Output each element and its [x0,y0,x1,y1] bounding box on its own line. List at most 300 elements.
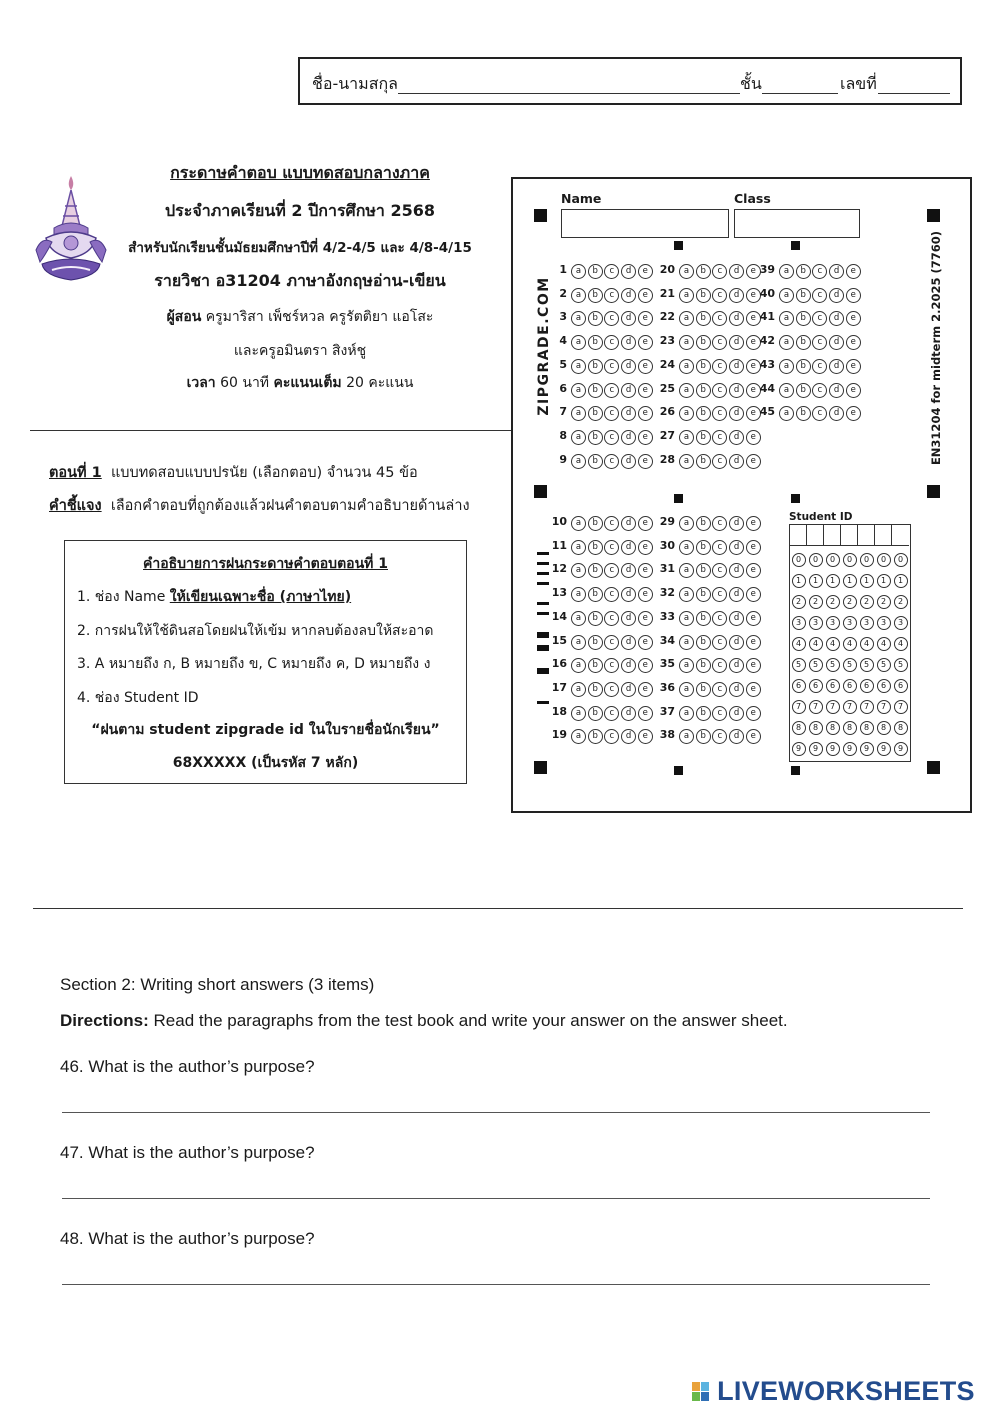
answer-bubble-14-e[interactable]: e [638,611,653,626]
answer-bubble-13-c[interactable]: c [604,587,619,602]
answer-bubble-9-a[interactable]: a [571,454,586,469]
answer-bubble-45-c[interactable]: c [812,406,827,421]
answer-bubble-5-c[interactable]: c [604,359,619,374]
student-id-bubble-1-5[interactable]: 5 [809,658,823,672]
answer-bubble-1-c[interactable]: c [604,264,619,279]
answer-bubble-39-a[interactable]: a [779,264,794,279]
answer-bubble-34-b[interactable]: b [696,635,711,650]
answer-bubble-40-b[interactable]: b [796,288,811,303]
student-id-bubble-3-7[interactable]: 7 [843,700,857,714]
student-id-bubble-2-5[interactable]: 5 [826,658,840,672]
answer-bubble-1-d[interactable]: d [621,264,636,279]
answer-bubble-17-a[interactable]: a [571,682,586,697]
student-id-bubble-4-2[interactable]: 2 [860,595,874,609]
answer-bubble-32-c[interactable]: c [712,587,727,602]
answer-bubble-4-a[interactable]: a [571,335,586,350]
answer-bubble-36-c[interactable]: c [712,682,727,697]
answer-bubble-8-e[interactable]: e [638,430,653,445]
student-id-bubble-0-7[interactable]: 7 [792,700,806,714]
answer-bubble-41-c[interactable]: c [812,311,827,326]
answer-bubble-17-d[interactable]: d [621,682,636,697]
answer-bubble-45-d[interactable]: d [829,406,844,421]
answer-bubble-41-a[interactable]: a [779,311,794,326]
answer-bubble-28-d[interactable]: d [729,454,744,469]
answer-bubble-7-a[interactable]: a [571,406,586,421]
answer-bubble-17-c[interactable]: c [604,682,619,697]
student-id-bubble-6-8[interactable]: 8 [894,721,908,735]
answer-bubble-34-d[interactable]: d [729,635,744,650]
answer-bubble-23-b[interactable]: b [696,335,711,350]
student-id-bubble-6-2[interactable]: 2 [894,595,908,609]
answer-bubble-35-e[interactable]: e [746,658,761,673]
answer-bubble-14-b[interactable]: b [588,611,603,626]
answer-bubble-9-d[interactable]: d [621,454,636,469]
answer-bubble-1-a[interactable]: a [571,264,586,279]
answer-bubble-42-c[interactable]: c [812,335,827,350]
student-id-bubble-3-5[interactable]: 5 [843,658,857,672]
student-id-bubble-2-2[interactable]: 2 [826,595,840,609]
answer-bubble-19-a[interactable]: a [571,729,586,744]
student-id-bubble-5-3[interactable]: 3 [877,616,891,630]
student-id-bubble-5-1[interactable]: 1 [877,574,891,588]
answer-bubble-45-a[interactable]: a [779,406,794,421]
answer-bubble-9-b[interactable]: b [588,454,603,469]
answer-bubble-31-b[interactable]: b [696,563,711,578]
answer-bubble-6-b[interactable]: b [588,383,603,398]
student-id-bubble-1-3[interactable]: 3 [809,616,823,630]
student-id-bubble-0-0[interactable]: 0 [792,553,806,567]
answer-bubble-26-d[interactable]: d [729,406,744,421]
answer-bubble-13-b[interactable]: b [588,587,603,602]
student-id-digit-box[interactable] [875,525,892,546]
answer-bubble-27-e[interactable]: e [746,430,761,445]
answer-bubble-23-c[interactable]: c [712,335,727,350]
answer-bubble-33-a[interactable]: a [679,611,694,626]
answer-bubble-16-d[interactable]: d [621,658,636,673]
answer-bubble-35-b[interactable]: b [696,658,711,673]
answer-bubble-20-b[interactable]: b [696,264,711,279]
student-id-bubble-1-4[interactable]: 4 [809,637,823,651]
answer-bubble-12-b[interactable]: b [588,563,603,578]
answer-bubble-43-a[interactable]: a [779,359,794,374]
answer-bubble-29-d[interactable]: d [729,516,744,531]
answer-bubble-37-e[interactable]: e [746,706,761,721]
answer-bubble-20-a[interactable]: a [679,264,694,279]
answer-bubble-21-d[interactable]: d [729,288,744,303]
answer-bubble-15-e[interactable]: e [638,635,653,650]
answer-bubble-24-e[interactable]: e [746,359,761,374]
answer-bubble-15-b[interactable]: b [588,635,603,650]
answer-bubble-26-a[interactable]: a [679,406,694,421]
answer-bubble-44-e[interactable]: e [846,383,861,398]
answer-bubble-4-d[interactable]: d [621,335,636,350]
answer-line-48[interactable] [62,1284,930,1285]
student-id-bubble-6-9[interactable]: 9 [894,742,908,756]
class-field[interactable] [762,93,838,94]
student-id-digit-box[interactable] [841,525,858,546]
answer-bubble-29-a[interactable]: a [679,516,694,531]
answer-bubble-24-b[interactable]: b [696,359,711,374]
answer-bubble-3-a[interactable]: a [571,311,586,326]
answer-bubble-38-b[interactable]: b [696,729,711,744]
student-id-bubble-3-9[interactable]: 9 [843,742,857,756]
answer-bubble-41-b[interactable]: b [796,311,811,326]
student-id-bubble-5-4[interactable]: 4 [877,637,891,651]
zip-class-field[interactable] [734,209,860,238]
answer-bubble-33-c[interactable]: c [712,611,727,626]
answer-bubble-38-d[interactable]: d [729,729,744,744]
student-id-bubble-4-0[interactable]: 0 [860,553,874,567]
answer-bubble-9-e[interactable]: e [638,454,653,469]
student-id-bubble-3-4[interactable]: 4 [843,637,857,651]
student-id-bubble-4-7[interactable]: 7 [860,700,874,714]
answer-bubble-5-b[interactable]: b [588,359,603,374]
answer-bubble-32-e[interactable]: e [746,587,761,602]
student-id-bubble-0-3[interactable]: 3 [792,616,806,630]
answer-bubble-21-b[interactable]: b [696,288,711,303]
answer-bubble-15-c[interactable]: c [604,635,619,650]
student-id-bubble-1-9[interactable]: 9 [809,742,823,756]
student-id-bubble-6-7[interactable]: 7 [894,700,908,714]
answer-bubble-27-b[interactable]: b [696,430,711,445]
student-id-bubble-0-1[interactable]: 1 [792,574,806,588]
answer-bubble-21-e[interactable]: e [746,288,761,303]
answer-bubble-11-e[interactable]: e [638,540,653,555]
student-id-bubble-4-9[interactable]: 9 [860,742,874,756]
answer-bubble-26-c[interactable]: c [712,406,727,421]
student-id-bubble-2-3[interactable]: 3 [826,616,840,630]
student-id-bubble-6-5[interactable]: 5 [894,658,908,672]
answer-bubble-34-e[interactable]: e [746,635,761,650]
answer-bubble-20-c[interactable]: c [712,264,727,279]
answer-bubble-8-a[interactable]: a [571,430,586,445]
answer-bubble-1-b[interactable]: b [588,264,603,279]
answer-bubble-43-d[interactable]: d [829,359,844,374]
answer-bubble-29-c[interactable]: c [712,516,727,531]
answer-bubble-5-e[interactable]: e [638,359,653,374]
answer-bubble-3-e[interactable]: e [638,311,653,326]
answer-bubble-31-a[interactable]: a [679,563,694,578]
answer-bubble-25-b[interactable]: b [696,383,711,398]
answer-bubble-4-c[interactable]: c [604,335,619,350]
answer-bubble-25-d[interactable]: d [729,383,744,398]
answer-bubble-42-e[interactable]: e [846,335,861,350]
student-id-bubble-0-4[interactable]: 4 [792,637,806,651]
answer-bubble-39-d[interactable]: d [829,264,844,279]
answer-bubble-2-b[interactable]: b [588,288,603,303]
answer-bubble-18-d[interactable]: d [621,706,636,721]
answer-bubble-37-a[interactable]: a [679,706,694,721]
answer-bubble-27-d[interactable]: d [729,430,744,445]
student-id-bubble-6-1[interactable]: 1 [894,574,908,588]
answer-bubble-4-b[interactable]: b [588,335,603,350]
student-id-bubble-5-9[interactable]: 9 [877,742,891,756]
student-id-bubble-4-3[interactable]: 3 [860,616,874,630]
answer-bubble-25-a[interactable]: a [679,383,694,398]
answer-bubble-39-c[interactable]: c [812,264,827,279]
answer-bubble-4-e[interactable]: e [638,335,653,350]
answer-bubble-33-d[interactable]: d [729,611,744,626]
answer-bubble-22-e[interactable]: e [746,311,761,326]
answer-bubble-5-a[interactable]: a [571,359,586,374]
answer-bubble-36-b[interactable]: b [696,682,711,697]
student-id-bubble-0-9[interactable]: 9 [792,742,806,756]
student-id-bubble-5-2[interactable]: 2 [877,595,891,609]
answer-bubble-37-d[interactable]: d [729,706,744,721]
answer-bubble-24-d[interactable]: d [729,359,744,374]
answer-bubble-34-a[interactable]: a [679,635,694,650]
answer-bubble-44-d[interactable]: d [829,383,844,398]
answer-bubble-16-a[interactable]: a [571,658,586,673]
student-id-bubble-5-8[interactable]: 8 [877,721,891,735]
answer-bubble-40-a[interactable]: a [779,288,794,303]
answer-bubble-15-a[interactable]: a [571,635,586,650]
student-id-bubble-3-6[interactable]: 6 [843,679,857,693]
answer-bubble-44-b[interactable]: b [796,383,811,398]
student-id-bubble-3-0[interactable]: 0 [843,553,857,567]
answer-bubble-40-c[interactable]: c [812,288,827,303]
answer-bubble-10-e[interactable]: e [638,516,653,531]
student-id-bubble-1-6[interactable]: 6 [809,679,823,693]
answer-bubble-16-b[interactable]: b [588,658,603,673]
answer-bubble-45-e[interactable]: e [846,406,861,421]
answer-bubble-18-e[interactable]: e [638,706,653,721]
answer-bubble-14-c[interactable]: c [604,611,619,626]
answer-bubble-10-d[interactable]: d [621,516,636,531]
answer-bubble-10-c[interactable]: c [604,516,619,531]
answer-bubble-25-c[interactable]: c [712,383,727,398]
student-id-bubble-0-5[interactable]: 5 [792,658,806,672]
answer-bubble-32-b[interactable]: b [696,587,711,602]
answer-bubble-38-c[interactable]: c [712,729,727,744]
answer-bubble-26-e[interactable]: e [746,406,761,421]
answer-bubble-12-d[interactable]: d [621,563,636,578]
answer-bubble-27-a[interactable]: a [679,430,694,445]
answer-bubble-7-c[interactable]: c [604,406,619,421]
answer-bubble-17-e[interactable]: e [638,682,653,697]
answer-bubble-43-c[interactable]: c [812,359,827,374]
answer-bubble-2-e[interactable]: e [638,288,653,303]
student-id-bubble-6-4[interactable]: 4 [894,637,908,651]
answer-bubble-20-d[interactable]: d [729,264,744,279]
student-id-digit-box[interactable] [807,525,824,546]
student-id-bubble-4-1[interactable]: 1 [860,574,874,588]
student-id-bubble-3-2[interactable]: 2 [843,595,857,609]
answer-bubble-31-d[interactable]: d [729,563,744,578]
student-id-bubble-2-6[interactable]: 6 [826,679,840,693]
answer-bubble-3-c[interactable]: c [604,311,619,326]
answer-bubble-13-e[interactable]: e [638,587,653,602]
answer-bubble-29-b[interactable]: b [696,516,711,531]
answer-line-47[interactable] [62,1198,930,1199]
student-id-bubble-0-6[interactable]: 6 [792,679,806,693]
answer-bubble-36-e[interactable]: e [746,682,761,697]
answer-bubble-18-b[interactable]: b [588,706,603,721]
answer-bubble-23-d[interactable]: d [729,335,744,350]
answer-bubble-11-c[interactable]: c [604,540,619,555]
student-id-bubble-5-5[interactable]: 5 [877,658,891,672]
answer-bubble-30-b[interactable]: b [696,540,711,555]
answer-bubble-11-d[interactable]: d [621,540,636,555]
answer-bubble-44-a[interactable]: a [779,383,794,398]
student-id-bubble-4-6[interactable]: 6 [860,679,874,693]
answer-bubble-42-d[interactable]: d [829,335,844,350]
student-id-bubble-5-0[interactable]: 0 [877,553,891,567]
student-id-bubble-1-2[interactable]: 2 [809,595,823,609]
answer-bubble-34-c[interactable]: c [712,635,727,650]
answer-bubble-35-a[interactable]: a [679,658,694,673]
student-id-bubble-3-8[interactable]: 8 [843,721,857,735]
answer-bubble-30-e[interactable]: e [746,540,761,555]
answer-bubble-5-d[interactable]: d [621,359,636,374]
answer-bubble-8-d[interactable]: d [621,430,636,445]
answer-bubble-7-d[interactable]: d [621,406,636,421]
number-field[interactable] [878,93,950,94]
answer-bubble-19-d[interactable]: d [621,729,636,744]
student-id-bubble-2-1[interactable]: 1 [826,574,840,588]
student-id-digit-box[interactable] [824,525,841,546]
answer-bubble-2-d[interactable]: d [621,288,636,303]
student-id-bubble-2-9[interactable]: 9 [826,742,840,756]
answer-bubble-41-d[interactable]: d [829,311,844,326]
answer-bubble-15-d[interactable]: d [621,635,636,650]
answer-line-46[interactable] [62,1112,930,1113]
answer-bubble-28-c[interactable]: c [712,454,727,469]
answer-bubble-37-c[interactable]: c [712,706,727,721]
answer-bubble-45-b[interactable]: b [796,406,811,421]
answer-bubble-37-b[interactable]: b [696,706,711,721]
answer-bubble-13-a[interactable]: a [571,587,586,602]
answer-bubble-23-a[interactable]: a [679,335,694,350]
student-id-bubble-3-1[interactable]: 1 [843,574,857,588]
answer-bubble-27-c[interactable]: c [712,430,727,445]
student-id-digit-box[interactable] [790,525,807,546]
zip-name-field[interactable] [561,209,729,238]
student-id-digit-box[interactable] [892,525,909,546]
answer-bubble-40-d[interactable]: d [829,288,844,303]
student-id-bubble-0-2[interactable]: 2 [792,595,806,609]
student-id-bubble-1-7[interactable]: 7 [809,700,823,714]
answer-bubble-38-e[interactable]: e [746,729,761,744]
answer-bubble-30-d[interactable]: d [729,540,744,555]
answer-bubble-8-b[interactable]: b [588,430,603,445]
answer-bubble-40-e[interactable]: e [846,288,861,303]
answer-bubble-23-e[interactable]: e [746,335,761,350]
answer-bubble-39-b[interactable]: b [796,264,811,279]
student-id-bubble-5-7[interactable]: 7 [877,700,891,714]
answer-bubble-6-d[interactable]: d [621,383,636,398]
answer-bubble-8-c[interactable]: c [604,430,619,445]
answer-bubble-21-c[interactable]: c [712,288,727,303]
answer-bubble-2-a[interactable]: a [571,288,586,303]
answer-bubble-22-b[interactable]: b [696,311,711,326]
answer-bubble-2-c[interactable]: c [604,288,619,303]
answer-bubble-6-c[interactable]: c [604,383,619,398]
student-id-bubble-0-8[interactable]: 8 [792,721,806,735]
student-id-bubble-1-0[interactable]: 0 [809,553,823,567]
answer-bubble-32-a[interactable]: a [679,587,694,602]
answer-bubble-24-a[interactable]: a [679,359,694,374]
answer-bubble-12-c[interactable]: c [604,563,619,578]
student-id-bubble-1-8[interactable]: 8 [809,721,823,735]
answer-bubble-44-c[interactable]: c [812,383,827,398]
answer-bubble-22-c[interactable]: c [712,311,727,326]
answer-bubble-12-e[interactable]: e [638,563,653,578]
answer-bubble-31-e[interactable]: e [746,563,761,578]
answer-bubble-24-c[interactable]: c [712,359,727,374]
answer-bubble-41-e[interactable]: e [846,311,861,326]
answer-bubble-3-b[interactable]: b [588,311,603,326]
answer-bubble-21-a[interactable]: a [679,288,694,303]
answer-bubble-28-a[interactable]: a [679,454,694,469]
answer-bubble-26-b[interactable]: b [696,406,711,421]
answer-bubble-35-d[interactable]: d [729,658,744,673]
answer-bubble-22-a[interactable]: a [679,311,694,326]
answer-bubble-3-d[interactable]: d [621,311,636,326]
student-id-bubble-2-7[interactable]: 7 [826,700,840,714]
answer-bubble-42-a[interactable]: a [779,335,794,350]
answer-bubble-16-e[interactable]: e [638,658,653,673]
answer-bubble-19-c[interactable]: c [604,729,619,744]
answer-bubble-11-b[interactable]: b [588,540,603,555]
answer-bubble-14-d[interactable]: d [621,611,636,626]
answer-bubble-35-c[interactable]: c [712,658,727,673]
answer-bubble-9-c[interactable]: c [604,454,619,469]
answer-bubble-6-a[interactable]: a [571,383,586,398]
answer-bubble-33-e[interactable]: e [746,611,761,626]
student-id-bubble-2-4[interactable]: 4 [826,637,840,651]
answer-bubble-28-b[interactable]: b [696,454,711,469]
answer-bubble-29-e[interactable]: e [746,516,761,531]
student-id-bubble-2-8[interactable]: 8 [826,721,840,735]
answer-bubble-43-e[interactable]: e [846,359,861,374]
answer-bubble-19-e[interactable]: e [638,729,653,744]
answer-bubble-7-b[interactable]: b [588,406,603,421]
student-id-bubble-4-8[interactable]: 8 [860,721,874,735]
answer-bubble-32-d[interactable]: d [729,587,744,602]
answer-bubble-36-d[interactable]: d [729,682,744,697]
answer-bubble-10-a[interactable]: a [571,516,586,531]
student-id-bubble-4-5[interactable]: 5 [860,658,874,672]
student-id-bubble-6-0[interactable]: 0 [894,553,908,567]
answer-bubble-33-b[interactable]: b [696,611,711,626]
answer-bubble-25-e[interactable]: e [746,383,761,398]
answer-bubble-12-a[interactable]: a [571,563,586,578]
answer-bubble-17-b[interactable]: b [588,682,603,697]
answer-bubble-30-a[interactable]: a [679,540,694,555]
student-id-digit-box[interactable] [858,525,875,546]
answer-bubble-28-e[interactable]: e [746,454,761,469]
answer-bubble-10-b[interactable]: b [588,516,603,531]
student-id-bubble-3-3[interactable]: 3 [843,616,857,630]
answer-bubble-18-c[interactable]: c [604,706,619,721]
answer-bubble-6-e[interactable]: e [638,383,653,398]
student-id-bubble-2-0[interactable]: 0 [826,553,840,567]
answer-bubble-18-a[interactable]: a [571,706,586,721]
answer-bubble-43-b[interactable]: b [796,359,811,374]
student-id-bubble-6-3[interactable]: 3 [894,616,908,630]
answer-bubble-31-c[interactable]: c [712,563,727,578]
answer-bubble-42-b[interactable]: b [796,335,811,350]
answer-bubble-16-c[interactable]: c [604,658,619,673]
answer-bubble-38-a[interactable]: a [679,729,694,744]
answer-bubble-7-e[interactable]: e [638,406,653,421]
answer-bubble-20-e[interactable]: e [746,264,761,279]
student-id-bubble-6-6[interactable]: 6 [894,679,908,693]
answer-bubble-11-a[interactable]: a [571,540,586,555]
student-id-bubble-4-4[interactable]: 4 [860,637,874,651]
student-id-bubble-1-1[interactable]: 1 [809,574,823,588]
